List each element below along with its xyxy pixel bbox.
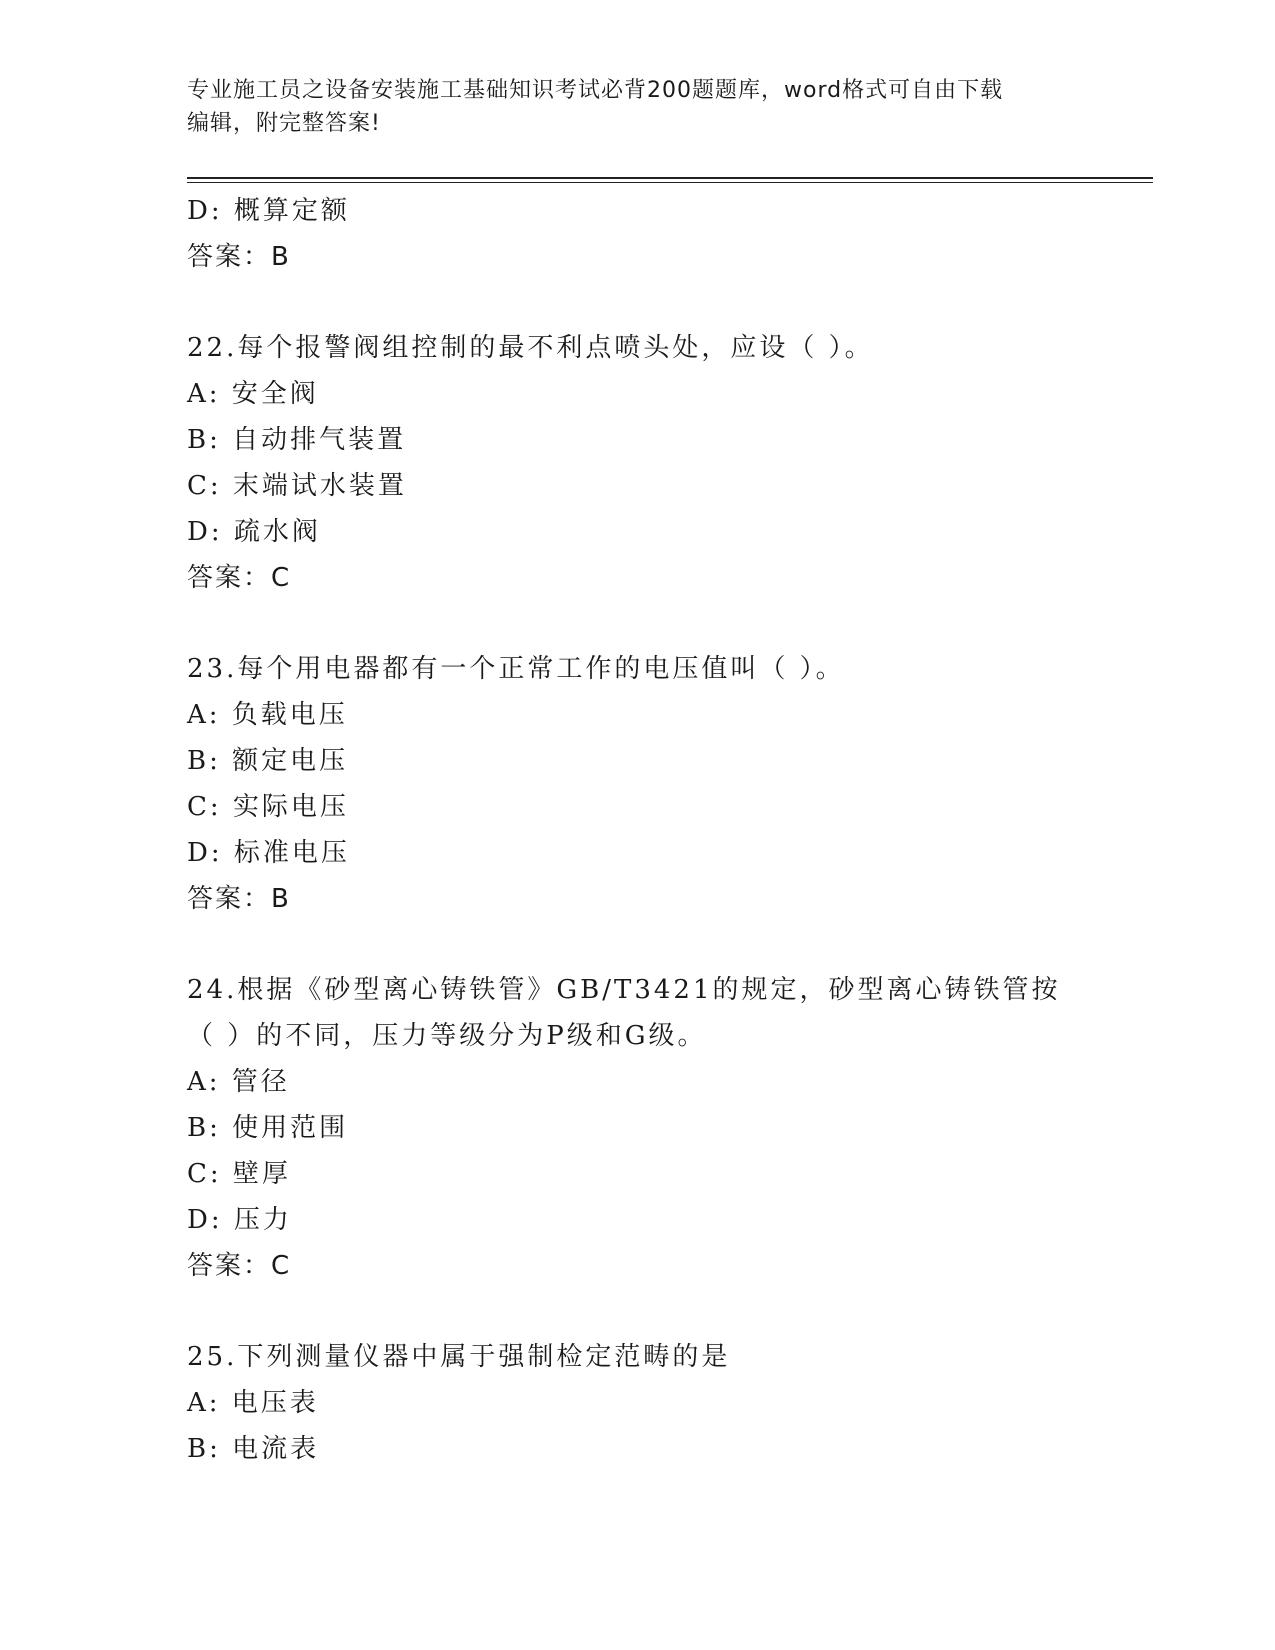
option-b: B: 电流表 (187, 1434, 320, 1464)
header-title-line-2: 编辑，附完整答案! (187, 111, 381, 136)
spacer (187, 601, 1147, 646)
answer: 答案：B (187, 884, 291, 914)
option-d: D: 标准电压 (187, 838, 350, 868)
answer: 答案：C (187, 1251, 292, 1281)
question-block-23 (187, 646, 1147, 922)
prev-option-d: D: 概算定额 (187, 196, 350, 226)
header-title-line-1: 专业施工员之设备安装施工基础知识考试必背200题题库，word格式可自由下载 (187, 78, 1004, 103)
option-a: A: 管径 (187, 1067, 290, 1097)
option-b: B: 自动排气装置 (187, 425, 407, 455)
option-c: C: 实际电压 (187, 792, 349, 822)
option-d: D: 压力 (187, 1205, 292, 1235)
answer: 答案：C (187, 563, 292, 593)
option-a: A: 电压表 (187, 1388, 319, 1418)
question-block-25 (187, 1334, 1147, 1472)
question-block-24 (187, 967, 1147, 1289)
prev-answer: 答案：B (187, 242, 291, 272)
option-a: A: 负载电压 (187, 700, 348, 730)
option-c: C: 壁厚 (187, 1159, 291, 1189)
question-block-22 (187, 325, 1147, 601)
header-divider-thin (187, 182, 1153, 183)
question-list (187, 188, 1147, 1472)
document-header (187, 74, 1087, 140)
question-stem: 22.每个报警阀组控制的最不利点喷头处，应设（ ）。 (187, 333, 874, 363)
question-stem: 24.根据《砂型离心铸铁管》GB/T3421的规定，砂型离心铸铁管按（ ）的不同，压力等级分为P级和G级。 (187, 975, 1061, 1051)
option-d: D: 疏水阀 (187, 517, 321, 547)
header-divider-thick (187, 177, 1153, 179)
option-b: B: 额定电压 (187, 746, 349, 776)
option-a: A: 安全阀 (187, 379, 319, 409)
question-stem: 23.每个用电器都有一个正常工作的电压值叫（ ）。 (187, 654, 845, 684)
option-b: B: 使用范围 (187, 1113, 349, 1143)
spacer (187, 1289, 1147, 1334)
question-stem: 25.下列测量仪器中属于强制检定范畴的是 (187, 1342, 731, 1372)
spacer (187, 280, 1147, 325)
option-c: C: 末端试水装置 (187, 471, 407, 501)
spacer (187, 922, 1147, 967)
